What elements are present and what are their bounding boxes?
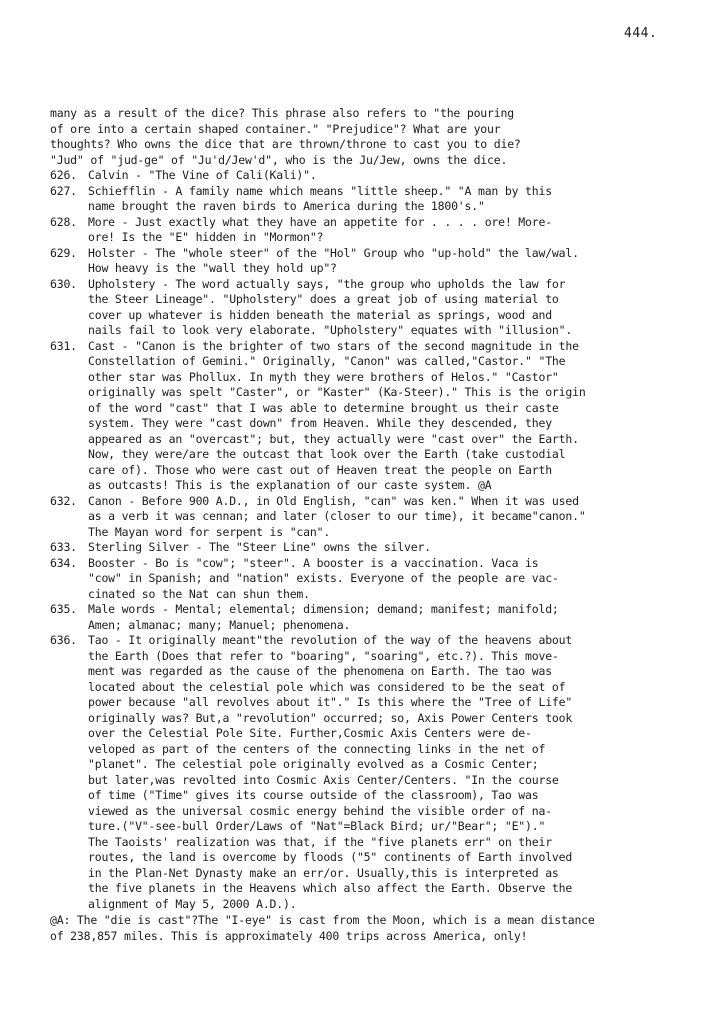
- text-line: cover up whatever is hidden beneath the material as springs, wood and: [88, 307, 552, 322]
- text-line: originally was? But,a "revolution" occurred; so, Axis Power Centers took: [88, 710, 573, 725]
- intro-paragraph: [50, 106, 710, 168]
- text-line: Sterling Silver - The "Steer Line" owns the silver.: [88, 540, 431, 554]
- text-line: Canon - Before 900 A.D., in Old English, "can" was ken." When it was used: [88, 493, 579, 508]
- entry-number: 629.: [50, 245, 77, 260]
- text-line: How heavy is the "wall they hold up"?: [88, 261, 337, 275]
- entry-number: 626.: [50, 168, 77, 182]
- text-line: originally was spelt "Caster", or "Kaster" (Ka-Steer)." This is the origin: [88, 385, 586, 399]
- text-line: Amen; almanac; many; Manuel; phenomena.: [88, 617, 351, 632]
- text-line: viewed as the universal cosmic energy behind the visible order of na-: [88, 803, 552, 818]
- document-body: [50, 106, 710, 944]
- entry-number: 628.: [50, 214, 77, 229]
- text-line: as a verb it was cennan; and later (closer to our time), it became"canon.": [88, 509, 586, 523]
- text-line: Tao - It originally meant"the revolution of the way of the heavens about: [88, 633, 573, 647]
- text-line: cinated so the Nat can shun them.: [88, 586, 310, 601]
- text-line: system. They were "cast down" from Heaven. While they descended, they: [88, 416, 552, 430]
- text-line: ment was regarded as the cause of the phenomena on Earth. The tao was: [88, 664, 552, 678]
- text-line: Constellation of Gemini." Originally, "Canon" was called,"Castor." "The: [88, 354, 566, 368]
- text-line: thoughts? Who owns the dice that are thrown/throne to cast you to die?: [50, 137, 521, 151]
- entry-number: 635.: [50, 602, 77, 616]
- text-line: care of). Those who were cast out of Heaven treat the people on Earth: [88, 462, 552, 477]
- text-line: Booster - Bo is "cow"; "steer". A booster is a vaccination. Vaca is: [88, 555, 539, 570]
- text-line: Now, they were/are the outcast that look over the Earth (take custodial: [88, 447, 566, 461]
- text-line: as outcasts! This is the explanation of our caste system. @A: [88, 478, 492, 492]
- text-line: the Steer Lineage". "Upholstery" does a great job of using material to: [88, 292, 559, 306]
- entry-number: 631.: [50, 338, 77, 353]
- text-line: veloped as part of the centers of the connecting links in the net of: [88, 741, 546, 756]
- entry-item: [50, 339, 710, 494]
- entry-text: [88, 540, 710, 556]
- entry-number: 627.: [50, 183, 77, 198]
- entry-item: [50, 277, 710, 339]
- text-line: of ore into a certain shaped container." "Prejudice"? What are your: [50, 121, 501, 136]
- text-line: ture.("V"-see-bull Order/Laws of "Nat"=Black Bird; ur/"Bear"; "E").": [88, 819, 546, 833]
- text-line: many as a result of the dice? This phrase also refers to "the pouring: [50, 106, 514, 120]
- text-line: ore! Is the "E" hidden in "Mormon"?: [88, 230, 324, 244]
- text-line: "planet". The celestial pole originally evolved as a Cosmic Center;: [88, 757, 539, 771]
- text-line: The Taoists' realization was that, if the "five planets err" on their: [88, 834, 552, 849]
- text-line: over the Celestial Pole Site. Further,Cosmic Axis Centers were de-: [88, 726, 532, 740]
- text-line: the five planets in the Heavens which also affect the Earth. Observe the: [88, 881, 573, 895]
- text-line: appeared as an "overcast"; but, they actually were "cast over" the Earth.: [88, 431, 579, 446]
- text-line: @A: The "die is cast"?The "I-eye" is cast from the Moon, which is a mean distance: [50, 913, 595, 927]
- entry-number: 634.: [50, 555, 77, 570]
- text-line: but later,was revolted into Cosmic Axis Center/Centers. "In the course: [88, 772, 559, 787]
- text-line: The Mayan word for serpent is "can".: [88, 524, 331, 539]
- entry-text: [88, 184, 710, 215]
- text-line: Schiefflin - A family name which means "little sheep." "A man by this: [88, 183, 552, 198]
- entry-item: [50, 494, 710, 541]
- text-line: of time ("Time" gives its course outside of the classroom), Tao was: [88, 788, 539, 802]
- text-line: of the word "cast" that I was able to determine brought us their caste: [88, 400, 559, 415]
- entry-item: [50, 602, 710, 633]
- text-line: name brought the raven birds to America during the 1800's.": [88, 199, 485, 213]
- entry-text: [88, 277, 710, 339]
- text-line: located about the celestial pole which was considered to be the seat of: [88, 679, 566, 694]
- text-line: More - Just exactly what they have an appetite for . . . . ore! More-: [88, 214, 552, 229]
- entry-item: [50, 540, 710, 556]
- entry-text: [88, 215, 710, 246]
- entry-item: [50, 168, 710, 184]
- text-line: "Jud" of "jud-ge" of "Ju'd/Jew'd", who is the Ju/Jew, owns the dice.: [50, 152, 508, 167]
- text-line: Upholstery - The word actually says, "the group who upholds the law for: [88, 276, 566, 291]
- entry-text: [88, 168, 710, 184]
- text-line: Holster - The "whole steer" of the "Hol" Group who "up-hold" the law/wal.: [88, 245, 579, 260]
- entry-number: 636.: [50, 633, 77, 647]
- entry-number: 632.: [50, 493, 77, 508]
- entry-item: [50, 556, 710, 603]
- page-number: 444.: [624, 26, 658, 41]
- entry-number: 633.: [50, 540, 77, 554]
- entry-text: [88, 633, 710, 912]
- text-line: Cast - "Canon is the brighter of two stars of the second magnitude in the: [88, 338, 579, 353]
- text-line: alignment of May 5, 2000 A.D.).: [88, 896, 297, 911]
- text-line: "cow" in Spanish; and "nation" exists. Everyone of the people are vac-: [88, 571, 559, 585]
- entry-text: [88, 602, 710, 633]
- entry-number: 630.: [50, 276, 77, 291]
- text-line: Male words - Mental; elemental; dimension; demand; manifest; manifold;: [88, 602, 559, 616]
- entry-text: [88, 339, 710, 494]
- entry-text: [88, 556, 710, 603]
- entry-item: [50, 215, 710, 246]
- entry-item: [50, 246, 710, 277]
- text-line: other star was Phollux. In myth they were brothers of Helos." "Castor": [88, 369, 559, 384]
- text-line: Calvin - "The Vine of Cali(Kali)".: [88, 168, 317, 182]
- closing-note: [50, 913, 710, 944]
- text-line: of 238,857 miles. This is approximately 400 trips across America, only!: [50, 928, 528, 943]
- text-line: in the Plan-Net Dynasty make an err/or. Usually,this is interpreted as: [88, 865, 559, 880]
- entry-text: [88, 246, 710, 277]
- entry-item: [50, 184, 710, 215]
- entry-list: [50, 168, 710, 912]
- entry-item: [50, 633, 710, 912]
- text-line: nails fail to look very elaborate. "Upholstery" equates with "illusion".: [88, 323, 573, 337]
- entry-text: [88, 494, 710, 541]
- text-line: power because "all revolves about it"." Is this where the "Tree of Life": [88, 695, 573, 709]
- text-line: the Earth (Does that refer to "boaring", "soaring", etc.?). This move-: [88, 648, 559, 663]
- text-line: routes, the land is overcome by floods ("5" continents of Earth involved: [88, 850, 573, 864]
